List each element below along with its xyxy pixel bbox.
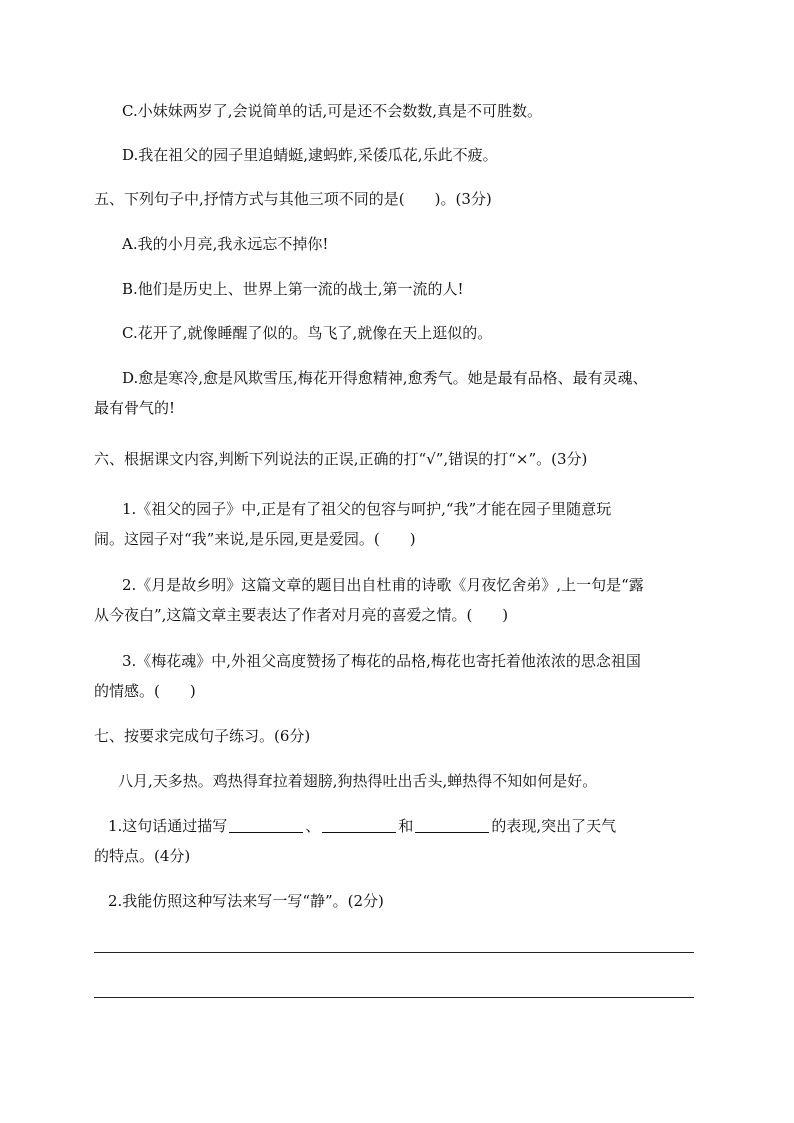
q6-title: 六、根据课文内容,判断下列说法的正误,正确的打“√”,错误的打“×”。(3分) <box>94 450 588 468</box>
q6-statement-1-line2: 闹。这园子对“我”来说,是乐园,更是爱园。( ) <box>94 530 416 548</box>
q5-title: 五、下列句子中,抒情方式与其他三项不同的是( )。(3分) <box>94 190 492 208</box>
q7-sub1-line1 <box>108 815 616 837</box>
q7-sub1-suffix: 的表现,突出了天气 <box>491 817 617 835</box>
q6-statement-3-line2: 的情感。( ) <box>94 682 196 700</box>
q7-blank-2[interactable] <box>322 818 396 833</box>
q7-sub1-sep1: 、 <box>305 817 321 835</box>
q6-statement-3-line1: 3.《梅花魂》中,外祖父高度赞扬了梅花的品格,梅花也寄托着他浓浓的思念祖国 <box>122 652 641 670</box>
q7-title: 七、按要求完成句子练习。(6分) <box>94 727 311 745</box>
q7-sub2: 2.我能仿照这种写法来写一写“静”。(2分) <box>108 892 384 910</box>
q5-option-d-line2: 最有骨气的! <box>94 399 176 417</box>
answer-line-2[interactable] <box>94 997 694 998</box>
q7-blank-1[interactable] <box>229 818 303 833</box>
q7-passage: 八月,天多热。鸡热得耷拉着翅膀,狗热得吐出舌头,蝉热得不知如何是好。 <box>118 772 598 790</box>
q5-option-d-line1: D.愈是寒冷,愈是风欺雪压,梅花开得愈精神,愈秀气。她是最有品格、最有灵魂、 <box>122 369 648 387</box>
answer-line-1[interactable] <box>94 952 694 953</box>
q5-option-c: C.花开了,就像睡醒了似的。鸟飞了,就像在天上逛似的。 <box>122 324 493 342</box>
q7-sub1-sep2: 和 <box>398 817 414 835</box>
q7-sub1-line2: 的特点。(4分) <box>94 847 191 865</box>
q7-sub1-prefix: 1.这句话通过描写 <box>108 817 228 835</box>
q6-statement-2-line2: 从今夜白”,这篇文章主要表达了作者对月亮的喜爱之情。( ) <box>94 606 509 624</box>
q6-statement-1-line1: 1.《祖父的园子》中,正是有了祖父的包容与呵护,“我”才能在园子里随意玩 <box>122 500 612 518</box>
q4-option-c: C.小妹妹两岁了,会说简单的话,可是还不会数数,真是不可胜数。 <box>122 102 543 120</box>
q5-option-a: A.我的小月亮,我永远忘不掉你! <box>122 235 329 253</box>
q6-statement-2-line1: 2.《月是故乡明》这篇文章的题目出自杜甫的诗歌《月夜忆舍弟》,上一句是“露 <box>122 576 644 594</box>
q5-option-b: B.他们是历史上、世界上第一流的战士,第一流的人! <box>122 280 464 298</box>
q7-blank-3[interactable] <box>415 818 489 833</box>
q4-option-d: D.我在祖父的园子里追蜻蜓,逮蚂蚱,采倭瓜花,乐此不疲。 <box>122 146 498 164</box>
